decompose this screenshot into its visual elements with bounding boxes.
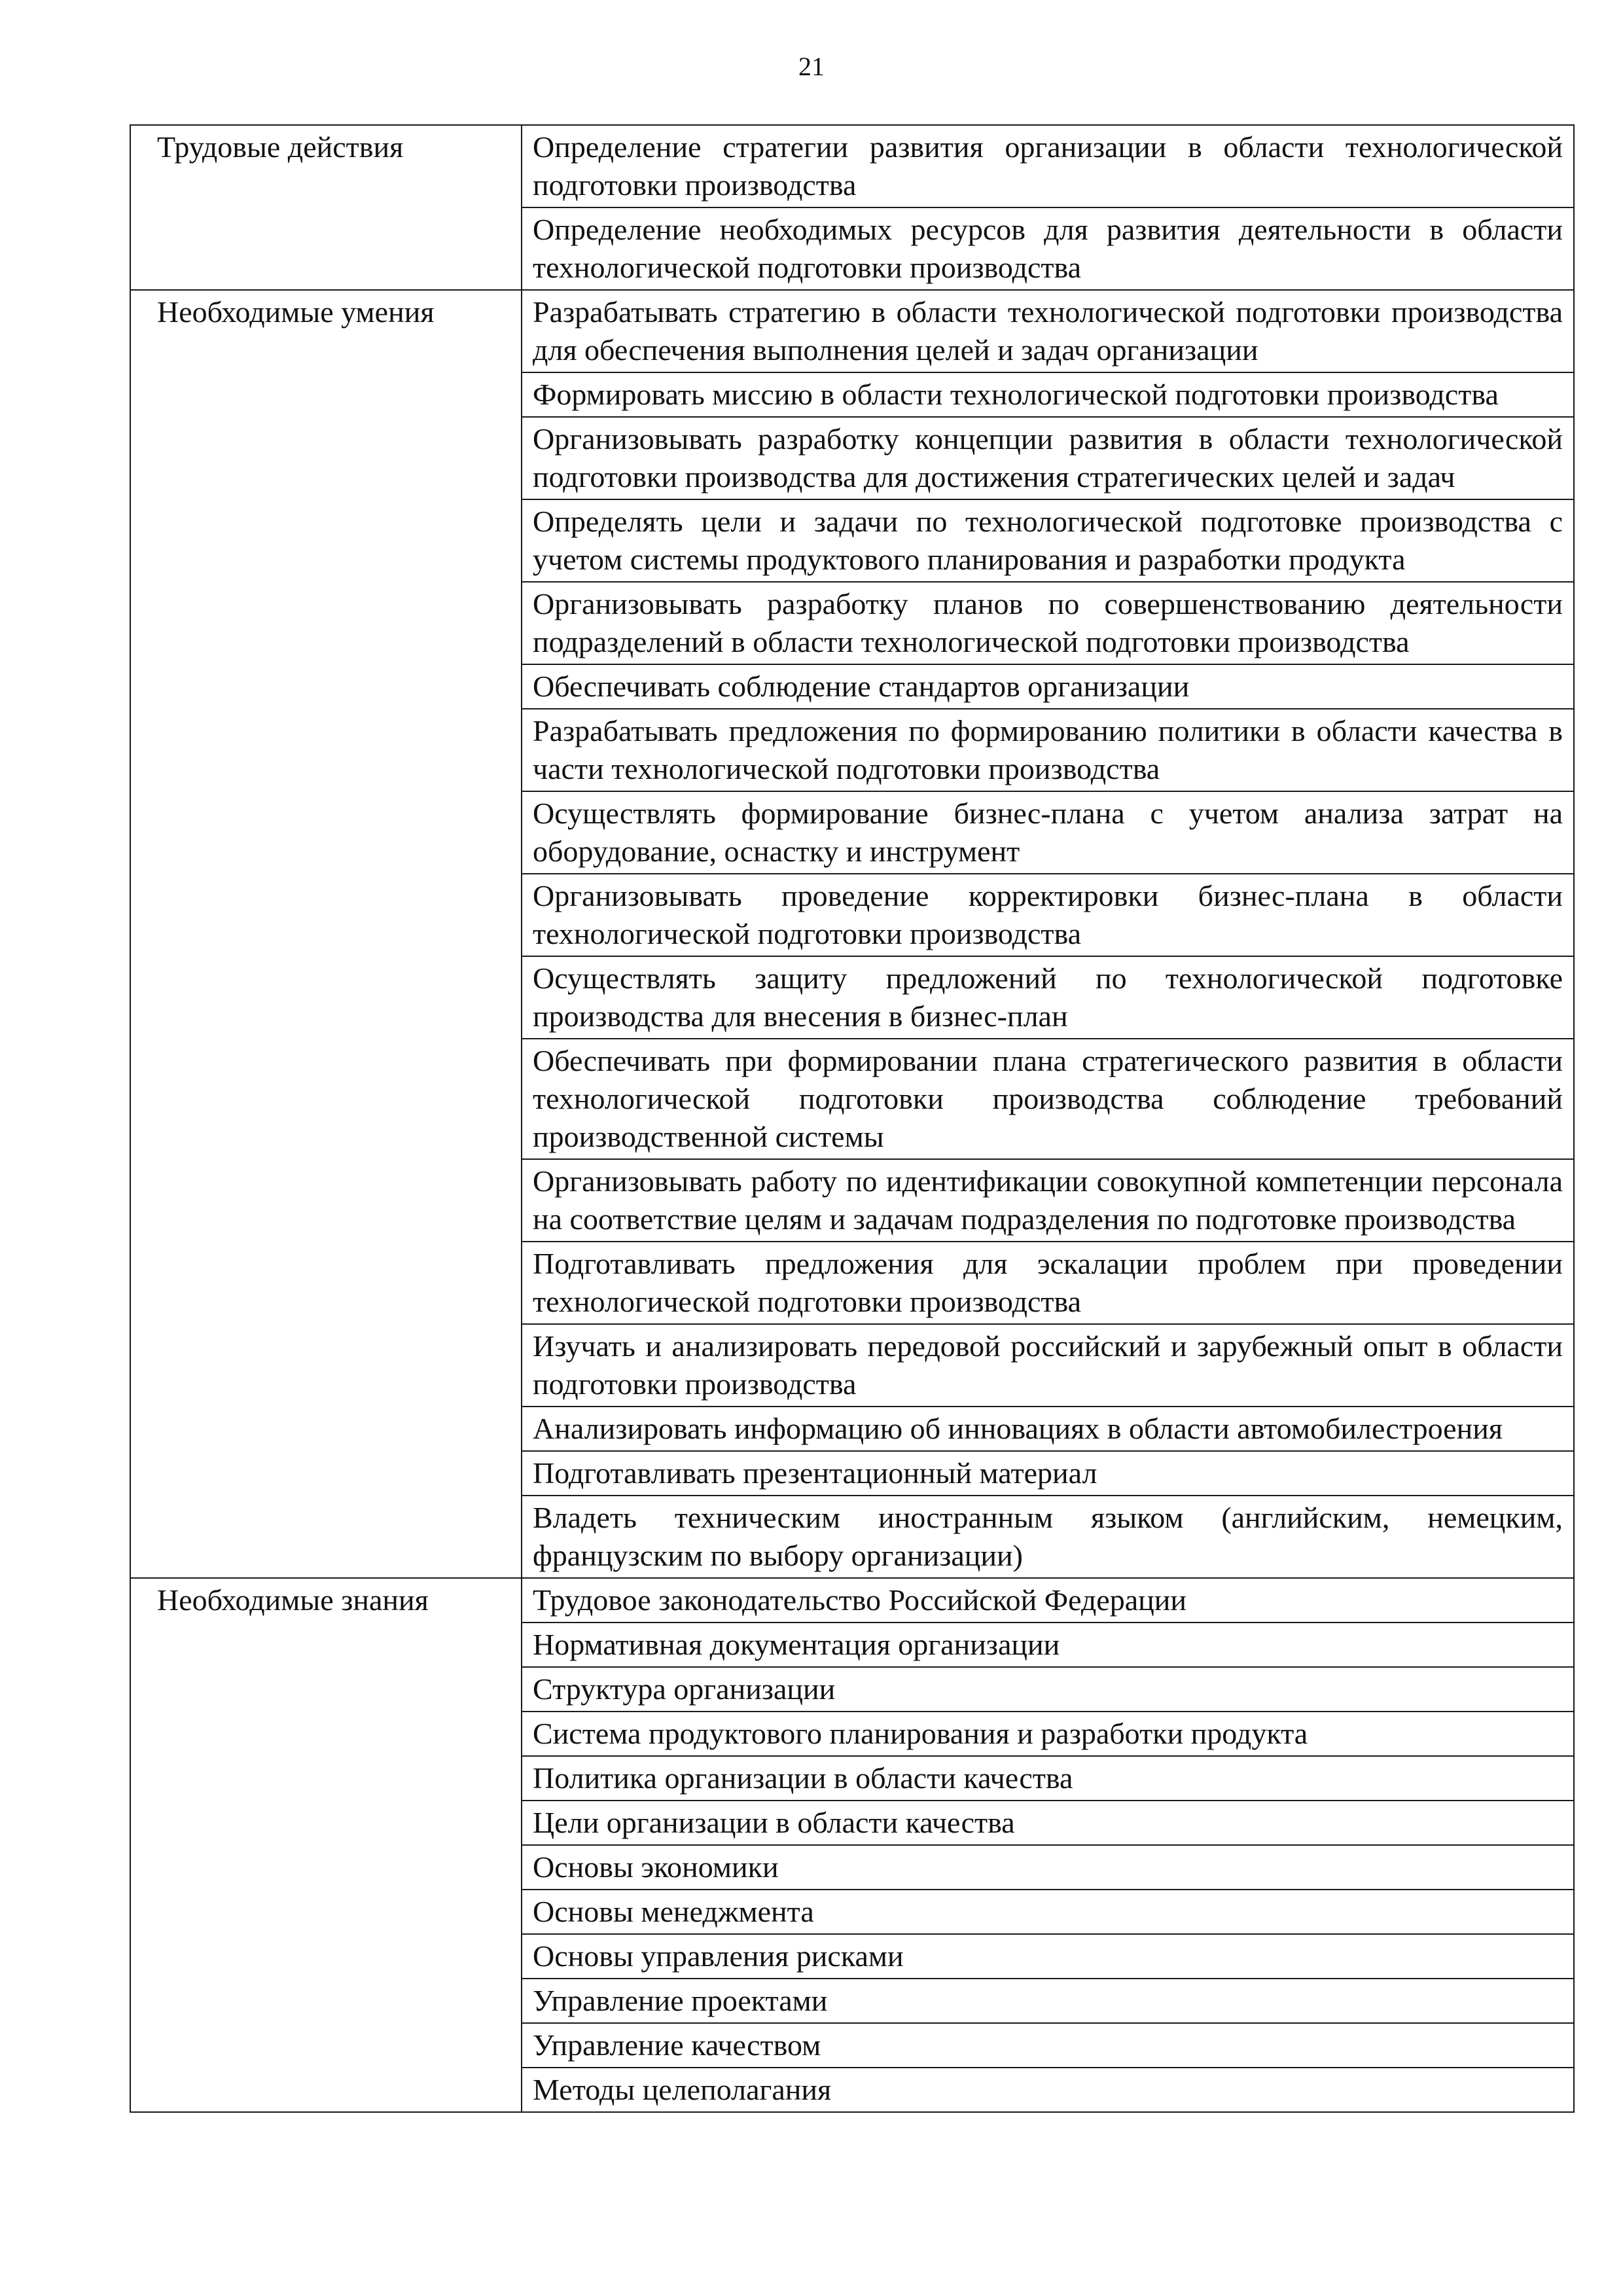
table-row xyxy=(130,290,1574,372)
table-row xyxy=(130,1578,1574,1623)
competency-table-body xyxy=(130,125,1574,2112)
section-item: Нормативная документация организации xyxy=(522,1623,1574,1667)
section-item: Методы целеполагания xyxy=(522,2068,1574,2112)
section-item: Определять цели и задачи по технологической подготовке производства с учетом системы продуктового планирования и разработки продукта xyxy=(522,499,1574,582)
section-item: Разрабатывать стратегию в области технологической подготовки производства для обеспечения выполнения целей и задач организации xyxy=(522,290,1574,372)
section-item: Политика организации в области качества xyxy=(522,1756,1574,1801)
section-item: Формировать миссию в области технологической подготовки производства xyxy=(522,372,1574,417)
section-item: Разрабатывать предложения по формированию политики в области качества в части технологической подготовки производства xyxy=(522,709,1574,791)
section-item: Управление качеством xyxy=(522,2023,1574,2068)
section-item: Система продуктового планирования и разработки продукта xyxy=(522,1712,1574,1756)
section-item: Обеспечивать соблюдение стандартов организации xyxy=(522,664,1574,709)
competency-table xyxy=(130,124,1575,2113)
section-item: Определение стратегии развития организации в области технологической подготовки производства xyxy=(522,125,1574,207)
section-item: Управление проектами xyxy=(522,1979,1574,2023)
section-item: Организовывать проведение корректировки бизнес-плана в области технологической подготовки производства xyxy=(522,874,1574,956)
section-item: Структура организации xyxy=(522,1667,1574,1712)
section-label-required-skills: Необходимые умения xyxy=(130,290,522,1578)
section-item: Основы экономики xyxy=(522,1845,1574,1890)
section-item: Подготавливать презентационный материал xyxy=(522,1451,1574,1496)
section-item: Цели организации в области качества xyxy=(522,1801,1574,1845)
section-item: Трудовое законодательство Российской Федерации xyxy=(522,1578,1574,1623)
section-item: Подготавливать предложения для эскалации проблем при проведении технологической подготовки производства xyxy=(522,1242,1574,1324)
section-item: Определение необходимых ресурсов для развития деятельности в области технологической подготовки производства xyxy=(522,207,1574,290)
page-number: 21 xyxy=(798,52,825,81)
section-item: Организовывать работу по идентификации совокупной компетенции персонала на соответствие целям и задачам подразделения по подготовке производства xyxy=(522,1159,1574,1242)
section-item: Организовывать разработку планов по совершенствованию деятельности подразделений в области технологической подготовки производства xyxy=(522,582,1574,664)
section-item: Владеть техническим иностранным языком (английским, немецким, французским по выбору организации) xyxy=(522,1496,1574,1578)
section-item: Организовывать разработку концепции развития в области технологической подготовки производства для достижения стратегических целей и задач xyxy=(522,417,1574,499)
section-item: Основы менеджмента xyxy=(522,1890,1574,1934)
section-label-labor-actions: Трудовые действия xyxy=(130,125,522,290)
section-item: Обеспечивать при формировании плана стратегического развития в области технологической подготовки производства соблюдение требований производственной системы xyxy=(522,1039,1574,1159)
section-item: Осуществлять защиту предложений по технологической подготовке производства для внесения в бизнес-план xyxy=(522,956,1574,1039)
section-item: Основы управления рисками xyxy=(522,1934,1574,1979)
table-row xyxy=(130,125,1574,207)
section-item: Изучать и анализировать передовой российский и зарубежный опыт в области подготовки производства xyxy=(522,1324,1574,1407)
section-item: Осуществлять формирование бизнес-плана с учетом анализа затрат на оборудование, оснастку и инструмент xyxy=(522,791,1574,874)
section-item: Анализировать информацию об инновациях в области автомобилестроения xyxy=(522,1407,1574,1451)
section-label-required-knowledge: Необходимые знания xyxy=(130,1578,522,2112)
